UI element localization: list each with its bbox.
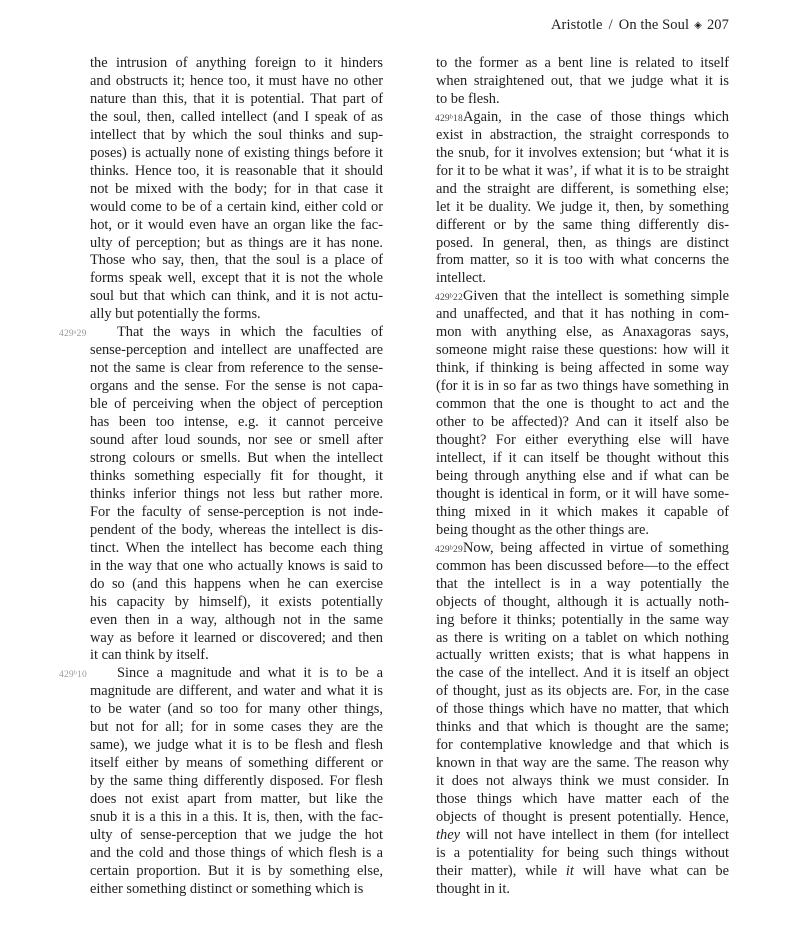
left-column <box>59 55 383 899</box>
text-line: that the intellect is in a way potentially the <box>436 575 729 592</box>
text-line: thing mixed in it which makes it capable of <box>436 503 729 520</box>
text-line: exist in abstraction, the straight corresponds to <box>436 126 729 143</box>
text-line: as there is writing on a tablet on which nothing <box>436 629 729 646</box>
text-line: nature than this, that it is potential. That part of <box>90 90 383 107</box>
margin-reference: 429ᵇ18 <box>435 113 463 124</box>
text-line: to be flesh. <box>436 90 500 107</box>
text-line: thinks. Hence too, it is reasonable that it should <box>90 162 383 179</box>
text-line: sound after loud sounds, nor see or smell after <box>90 432 383 449</box>
text-line: it does not always think we must consider. In <box>436 773 729 790</box>
text-line: the snub, for it involves extension; but ‘what it is <box>436 144 729 161</box>
right-column <box>436 55 729 899</box>
text-line: those things which have matter each of the <box>436 791 729 808</box>
text-line: either something distinct or something which is <box>90 880 364 897</box>
text-line: Again, in the case of those things which <box>463 108 729 125</box>
text-line: mon with anything else, as Anaxagoras says, <box>436 324 729 341</box>
text-line: Since a magnitude and what it is to be a <box>117 665 383 682</box>
text-line: different or by the same thing differently dis- <box>436 216 729 233</box>
margin-reference: 429ᵃ29 <box>59 329 87 340</box>
paragraph <box>436 540 729 899</box>
paragraph <box>59 665 383 898</box>
text-line: for contemplative knowledge and that which is <box>436 737 729 754</box>
diamond-icon: ◈ <box>694 20 702 31</box>
text-line: but not for all; for in some cases they are the <box>90 719 383 736</box>
text-line: ulty of perception; but as things are it has none. <box>90 234 383 251</box>
text-line: for it to be what it was’, if what it is to be straight <box>436 162 729 179</box>
text-line: common that the one is thought to act and the <box>436 396 729 413</box>
text-line: and unaffected, and that it has nothing in com- <box>436 306 729 323</box>
text-line: ble of perceiving when the object of perception <box>90 396 383 413</box>
text-line: they will not have intellect in them (for intellect <box>436 826 729 843</box>
paragraph <box>436 109 729 289</box>
margin-reference: 429ᵇ22 <box>435 293 463 304</box>
text-line: has been too intense, e.g. it cannot perceive <box>90 414 383 431</box>
text-line: being thought as the other things are. <box>436 521 650 538</box>
text-line: do so (and this happens when he can exercise <box>90 575 383 592</box>
text-line: the soul, then, called intellect (and I speak of as <box>90 108 383 125</box>
text-line: forms speak well, except that it is not the whole <box>90 270 383 287</box>
text-line: let it be duality. We judge it, then, by something <box>436 198 729 215</box>
text-line: other to be affected)? And can it itself also be <box>436 414 729 431</box>
text-line: thinks inferior things not less but rather more. <box>90 485 383 502</box>
text-line: someone might raise these questions: how will it <box>436 342 729 359</box>
text-line: and the cold and those things of which flesh is a <box>90 844 383 861</box>
text-line: That the ways in which the faculties of <box>117 324 383 341</box>
text-line: thought? For either everything else will have <box>436 432 729 449</box>
text-line: intellect, if it can itself be thought without this <box>436 449 729 466</box>
text-line: would come to be of a certain kind, either cold or <box>90 198 383 215</box>
text-line: even then in a way, although not in the same <box>90 611 383 628</box>
text-line: same), we judge what it is to be flesh and flesh <box>90 737 383 754</box>
text-line: and the straight are different, is something else; <box>436 180 729 197</box>
text-line: of those things which have no matter, that which <box>436 701 729 718</box>
text-line: sense-perception and intellect are unaffected are <box>90 342 383 359</box>
paragraph <box>436 288 729 539</box>
text-line: from matter, so it is too with what concerns the <box>436 252 729 269</box>
text-line: when straightened out, that we judge what it is <box>436 72 729 89</box>
text-line: (for it is in so far as two things have something in <box>436 378 729 395</box>
text-line: to the former as a bent line is related to itself <box>436 55 729 71</box>
text-line: Given that the intellect is something simple <box>463 288 729 305</box>
paragraph <box>90 55 383 324</box>
text-line: way as before it learned or discovered; and then <box>90 629 383 646</box>
text-line: thought in it. <box>436 880 510 897</box>
text-line: snub it is a this in a this. It is, then, with the fac- <box>90 809 383 826</box>
text-line: thought is identical in form, or it will have some- <box>436 485 729 502</box>
text-line: Those who say, then, that the soul is a place of <box>90 252 383 269</box>
text-line: common has been discussed before—to the effect <box>436 557 729 574</box>
text-line: is a potentiality for being such things without <box>436 844 729 861</box>
text-line: known in that way are the same. The reason why <box>436 755 729 772</box>
text-line: their matter), while it will have what can be <box>436 862 729 879</box>
text-line: strong colours or smells. But when the intellect <box>90 449 383 466</box>
margin-reference: 429ᵇ10 <box>59 670 87 681</box>
margin-reference: 429ᵇ29 <box>435 544 463 555</box>
text-line: and obstructs it; hence too, it must have no other <box>90 72 383 89</box>
header-author: Aristotle <box>550 17 603 33</box>
text-line: objects of thought is present potentially. Hence, <box>436 809 729 826</box>
text-line: objects of thought, although it is actually noth- <box>436 593 729 610</box>
text-line: ing before it thinks; potentially in the same way <box>436 611 729 628</box>
text-line: certain proportion. But it is by something else, <box>90 862 383 879</box>
text-line: in the way that one who actually knows is said to <box>90 557 383 574</box>
text-line: being through anything else and if what can be <box>436 467 729 484</box>
text-line: his capacity by himself), it exists potentially <box>90 593 383 610</box>
text-line: For the faculty of sense-perception is not inde- <box>90 503 383 520</box>
text-line: magnitude are different, and water and what it is <box>90 683 383 700</box>
text-line: the intrusion of anything foreign to it hinders <box>90 55 383 71</box>
text-line: ulty of sense-perception that we judge the hot <box>90 826 383 843</box>
text-line: it can think by itself. <box>90 647 209 664</box>
text-line: intellect. <box>436 270 486 287</box>
text-line: organs and the sense. For the sense is not capa- <box>90 378 383 395</box>
text-line: of thought, just as its objects are. For, in the case <box>436 683 729 700</box>
text-line: actually written exists; that is what happens in <box>436 647 729 664</box>
text-line: pendent of the body, whereas the intellect is dis- <box>90 521 383 538</box>
text-line: posed. In general, then, as things are distinct <box>436 234 729 251</box>
text-line: by the same thing differently disposed. For flesh <box>90 773 383 790</box>
running-header <box>551 17 729 34</box>
text-line: to be water (and so too for many other things, <box>90 701 383 718</box>
text-line: not the same is clear from reference to the sense- <box>90 360 383 377</box>
text-line: does not exist apart from matter, but like the <box>90 791 383 808</box>
text-line: ally but potentially the forms. <box>90 306 261 323</box>
header-separator: / <box>608 17 613 33</box>
paragraph <box>59 324 383 665</box>
text-line: thinks something especially fit for thought, it <box>90 467 383 484</box>
text-line: poses) is actually none of existing things before it <box>90 144 383 161</box>
text-line: Now, being affected in virtue of something <box>463 539 729 556</box>
text-line: hot, or it would even have an organ like the fac- <box>90 216 383 233</box>
text-line: thinks and that which is thought are the same; <box>436 719 729 736</box>
page-number: 207 <box>706 17 729 33</box>
text-line: the case of the intellect. And it is itself an object <box>436 665 729 682</box>
text-line: not be mixed with the body; for in that case it <box>90 180 383 197</box>
text-line: soul but that which can think, and it is not actu- <box>90 288 383 305</box>
text-line: intellect that by which the soul thinks and sup- <box>90 126 383 143</box>
paragraph <box>436 55 729 109</box>
text-line: think, if thinking is being affected in some way <box>436 360 729 377</box>
header-title: On the Soul <box>618 17 690 33</box>
text-line: tinct. When the intellect has become each thing <box>90 539 383 556</box>
text-line: itself either by means of something different or <box>90 755 383 772</box>
